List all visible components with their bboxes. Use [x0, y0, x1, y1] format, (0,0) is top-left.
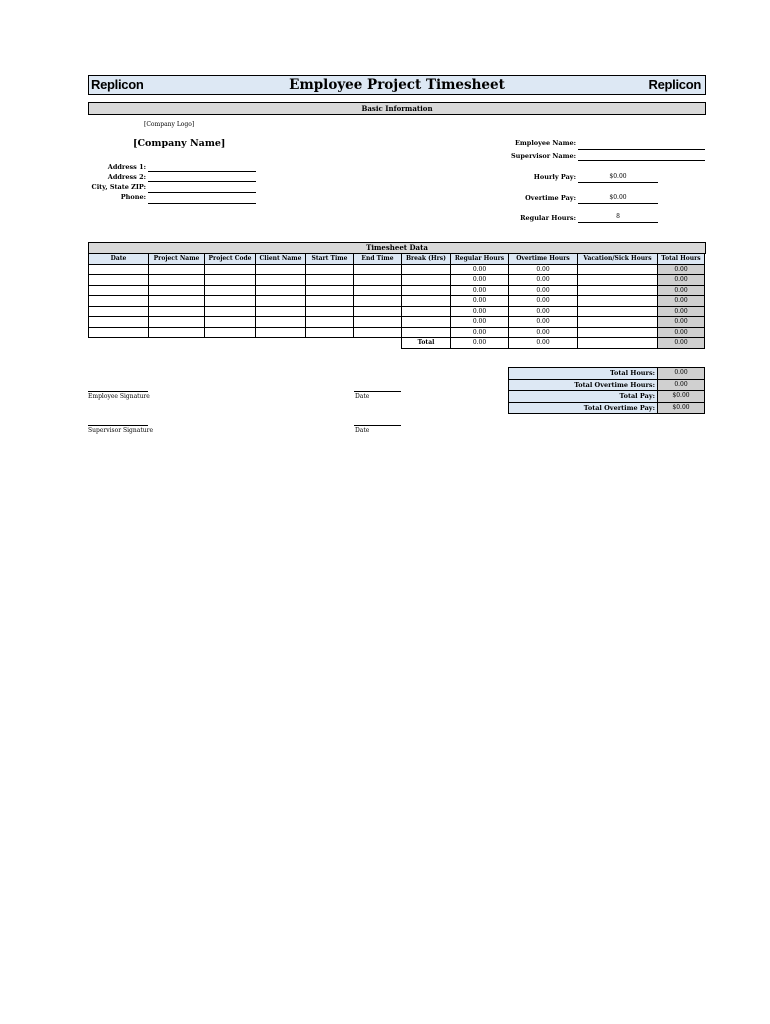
overtime-hours-cell: 0.00: [509, 327, 578, 338]
regular-hours-cell: 0.00: [451, 317, 509, 328]
start-time-cell[interactable]: [306, 306, 354, 317]
address2-label: Address 2:: [107, 173, 146, 181]
start-time-cell[interactable]: [306, 285, 354, 296]
supervisor-date-line[interactable]: [354, 425, 401, 426]
page-title: Employee Project Timesheet: [289, 77, 505, 93]
hourly-pay-value[interactable]: $0.00: [609, 173, 627, 180]
table-header-row: [89, 254, 705, 265]
table-row: [89, 285, 705, 296]
address1-field[interactable]: [148, 171, 256, 172]
replicon-logo-right: Replicon: [648, 77, 701, 92]
project-name-cell[interactable]: [149, 327, 205, 338]
regular-hours-line: [578, 222, 658, 223]
date-cell[interactable]: [89, 327, 149, 338]
total-hours-cell: 0.00: [658, 317, 705, 328]
break-cell[interactable]: [402, 317, 451, 328]
total-overtime-hours: 0.00: [509, 338, 578, 349]
employee-name-field[interactable]: [578, 149, 705, 150]
project-code-cell[interactable]: [205, 264, 256, 275]
city-state-zip-label: City, State ZIP:: [91, 183, 146, 191]
regular-hours-cell: 0.00: [451, 275, 509, 286]
end-time-cell[interactable]: [354, 264, 402, 275]
summary-row: [509, 379, 705, 391]
overtime-hours-cell: 0.00: [509, 306, 578, 317]
total-hours-cell: 0.00: [658, 306, 705, 317]
phone-label: Phone:: [120, 193, 146, 201]
break-cell[interactable]: [402, 264, 451, 275]
column-header-total-hours: Total Hours: [658, 254, 705, 265]
total-hours-cell: 0.00: [658, 296, 705, 307]
total-hours-cell: 0.00: [658, 275, 705, 286]
column-header-vacation-sick-hours: Vacation/Sick Hours: [578, 254, 658, 265]
project-code-cell[interactable]: [205, 296, 256, 307]
vacation-sick-cell[interactable]: [578, 296, 658, 307]
column-header-date: Date: [89, 254, 149, 265]
column-header-project-name: Project Name: [149, 254, 205, 265]
client-name-cell[interactable]: [256, 264, 306, 275]
overtime-pay-label: Overtime Pay:: [525, 194, 576, 202]
start-time-cell[interactable]: [306, 327, 354, 338]
start-time-cell[interactable]: [306, 264, 354, 275]
overtime-pay-line: [578, 203, 658, 204]
project-code-cell[interactable]: [205, 327, 256, 338]
total-row: [89, 338, 705, 349]
project-code-cell[interactable]: [205, 275, 256, 286]
phone-field[interactable]: [148, 203, 256, 204]
end-time-cell[interactable]: [354, 285, 402, 296]
company-name: [Company Name]: [133, 138, 226, 149]
start-time-cell[interactable]: [306, 296, 354, 307]
break-cell[interactable]: [402, 275, 451, 286]
table-row: [89, 317, 705, 328]
hourly-pay-line: [578, 182, 658, 183]
project-name-cell[interactable]: [149, 296, 205, 307]
hourly-pay-label: Hourly Pay:: [533, 173, 576, 181]
client-name-cell[interactable]: [256, 296, 306, 307]
regular-hours-cell: 0.00: [451, 264, 509, 275]
total-total-hours: 0.00: [658, 338, 705, 349]
end-time-cell[interactable]: [354, 317, 402, 328]
end-time-cell[interactable]: [354, 275, 402, 286]
date-cell[interactable]: [89, 275, 149, 286]
basic-information-header: Basic Information: [88, 102, 706, 115]
table-row: [89, 296, 705, 307]
summary-row: [509, 368, 705, 380]
timesheet-data-header: Timesheet Data: [88, 242, 706, 254]
regular-hours-cell: 0.00: [451, 285, 509, 296]
timesheet-table: [88, 253, 705, 349]
summary-total-pay-value: $0.00: [658, 391, 705, 403]
client-name-cell[interactable]: [256, 285, 306, 296]
column-header-project-code: Project Code: [205, 254, 256, 265]
total-hours-cell: 0.00: [658, 285, 705, 296]
summary-total-overtime-hours-label: Total Overtime Hours:: [509, 379, 658, 391]
summary-total-overtime-hours-value: 0.00: [658, 379, 705, 391]
employee-date-label: Date: [355, 393, 370, 400]
overtime-hours-cell: 0.00: [509, 264, 578, 275]
project-name-cell[interactable]: [149, 306, 205, 317]
column-header-regular-hours: Regular Hours: [451, 254, 509, 265]
date-cell[interactable]: [89, 264, 149, 275]
date-cell[interactable]: [89, 285, 149, 296]
supervisor-signature-label: Supervisor Signature: [88, 427, 154, 434]
client-name-cell[interactable]: [256, 317, 306, 328]
break-cell[interactable]: [402, 285, 451, 296]
total-hours-cell: 0.00: [658, 327, 705, 338]
address2-field[interactable]: [148, 181, 256, 182]
project-name-cell[interactable]: [149, 317, 205, 328]
regular-hours-label: Regular Hours:: [520, 214, 576, 222]
supervisor-name-field[interactable]: [578, 160, 705, 161]
overtime-hours-cell: 0.00: [509, 275, 578, 286]
employee-signature-label: Employee Signature: [88, 393, 150, 400]
vacation-sick-cell[interactable]: [578, 317, 658, 328]
break-cell[interactable]: [402, 327, 451, 338]
summary-total-overtime-pay-value: $0.00: [658, 402, 705, 414]
regular-hours-cell: 0.00: [451, 306, 509, 317]
vacation-sick-cell[interactable]: [578, 327, 658, 338]
date-cell[interactable]: [89, 317, 149, 328]
start-time-cell[interactable]: [306, 317, 354, 328]
summary-total-pay-label: Total Pay:: [509, 391, 658, 403]
summary-total-hours-label: Total Hours:: [509, 368, 658, 380]
table-row: [89, 275, 705, 286]
break-cell[interactable]: [402, 306, 451, 317]
supervisor-date-label: Date: [355, 427, 370, 434]
supervisor-signature-line[interactable]: [88, 425, 148, 426]
table-row: [89, 306, 705, 317]
total-regular-hours: 0.00: [451, 338, 509, 349]
vacation-sick-cell[interactable]: [578, 275, 658, 286]
end-time-cell[interactable]: [354, 306, 402, 317]
regular-hours-cell: 0.00: [451, 327, 509, 338]
supervisor-name-label: Supervisor Name:: [510, 152, 576, 160]
table-row: [89, 264, 705, 275]
summary-table: [508, 367, 705, 414]
project-name-cell[interactable]: [149, 275, 205, 286]
overtime-pay-value[interactable]: $0.00: [609, 194, 627, 201]
total-hours-cell: 0.00: [658, 264, 705, 275]
total-vacation-sick: [578, 338, 658, 349]
table-row: [89, 327, 705, 338]
employee-date-line[interactable]: [354, 391, 401, 392]
end-time-cell[interactable]: [354, 327, 402, 338]
employee-name-label: Employee Name:: [514, 139, 576, 147]
company-logo-placeholder: [Company Logo]: [144, 121, 195, 128]
date-cell[interactable]: [89, 306, 149, 317]
summary-total-overtime-pay-label: Total Overtime Pay:: [509, 402, 658, 414]
employee-signature-line[interactable]: [88, 391, 148, 392]
address1-label: Address 1:: [107, 163, 146, 171]
column-header-start-time: Start Time: [306, 254, 354, 265]
project-code-cell[interactable]: [205, 317, 256, 328]
city-state-zip-field[interactable]: [148, 192, 256, 193]
overtime-hours-cell: 0.00: [509, 285, 578, 296]
column-header-break: Break (Hrs): [402, 254, 451, 265]
client-name-cell[interactable]: [256, 275, 306, 286]
date-cell[interactable]: [89, 296, 149, 307]
document-header: [88, 75, 706, 95]
total-label: Total: [402, 338, 451, 349]
overtime-hours-cell: 0.00: [509, 317, 578, 328]
summary-row: [509, 402, 705, 414]
break-cell[interactable]: [402, 296, 451, 307]
vacation-sick-cell[interactable]: [578, 285, 658, 296]
overtime-hours-cell: 0.00: [509, 296, 578, 307]
replicon-logo-left: Replicon: [91, 77, 144, 92]
column-header-overtime-hours: Overtime Hours: [509, 254, 578, 265]
project-code-cell[interactable]: [205, 285, 256, 296]
start-time-cell[interactable]: [306, 275, 354, 286]
project-name-cell[interactable]: [149, 264, 205, 275]
regular-hours-value[interactable]: 8: [616, 213, 620, 220]
regular-hours-cell: 0.00: [451, 296, 509, 307]
summary-row: [509, 391, 705, 403]
project-name-cell[interactable]: [149, 285, 205, 296]
column-header-client-name: Client Name: [256, 254, 306, 265]
summary-total-hours-value: 0.00: [658, 368, 705, 380]
project-code-cell[interactable]: [205, 306, 256, 317]
vacation-sick-cell[interactable]: [578, 306, 658, 317]
vacation-sick-cell[interactable]: [578, 264, 658, 275]
column-header-end-time: End Time: [354, 254, 402, 265]
client-name-cell[interactable]: [256, 306, 306, 317]
end-time-cell[interactable]: [354, 296, 402, 307]
client-name-cell[interactable]: [256, 327, 306, 338]
